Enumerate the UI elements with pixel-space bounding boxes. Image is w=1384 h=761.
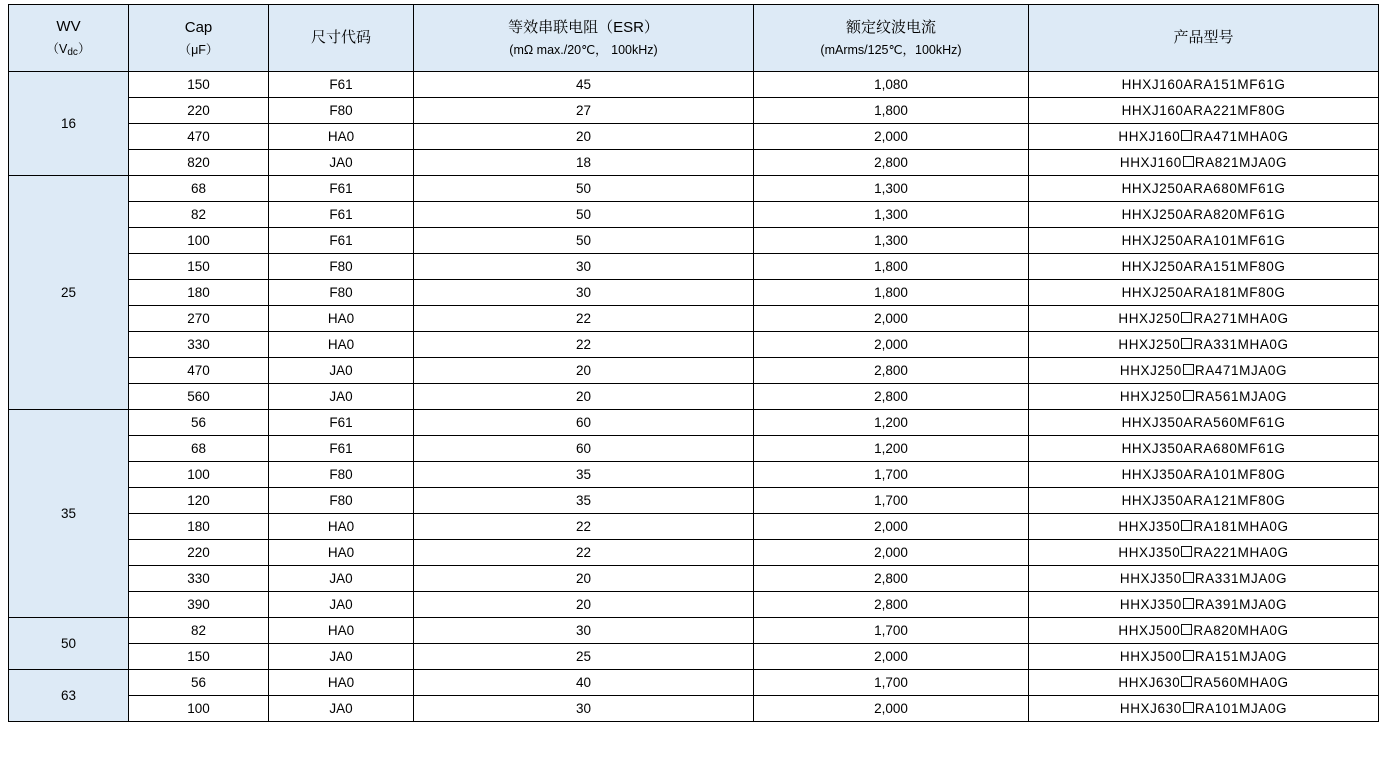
- cell-capacitance: 330: [129, 332, 269, 358]
- cell-working-voltage: 16: [9, 72, 129, 176]
- cell-size-code: F61: [269, 202, 414, 228]
- cell-esr: 50: [414, 176, 754, 202]
- table-head: [9, 5, 1379, 72]
- cell-working-voltage: 35: [9, 410, 129, 618]
- cell-capacitance: 150: [129, 254, 269, 280]
- cell-esr: 20: [414, 384, 754, 410]
- cap-main-label: Cap: [184, 18, 213, 36]
- cell-esr: 30: [414, 618, 754, 644]
- placeholder-box-icon: [1183, 390, 1194, 401]
- cell-ripple-current: 2,000: [754, 644, 1029, 670]
- cell-capacitance: 330: [129, 566, 269, 592]
- cell-size-code: JA0: [269, 644, 414, 670]
- cell-ripple-current: 1,080: [754, 72, 1029, 98]
- cell-ripple-current: 2,800: [754, 150, 1029, 176]
- part-number-prefix: HHXJ160: [1118, 129, 1181, 144]
- cell-esr: 20: [414, 358, 754, 384]
- placeholder-box-icon: [1183, 650, 1194, 661]
- cell-capacitance: 150: [129, 72, 269, 98]
- part-number-suffix: RA471MHA0G: [1193, 129, 1289, 144]
- cell-esr: 18: [414, 150, 754, 176]
- cell-part-number: [1029, 696, 1379, 722]
- part-number-prefix: HHXJ500: [1118, 623, 1181, 638]
- cell-size-code: F80: [269, 280, 414, 306]
- column-header-wv: [9, 5, 129, 72]
- cell-part-number: [1029, 228, 1379, 254]
- part-number-prefix: HHXJ350: [1119, 597, 1182, 612]
- cell-part-number: [1029, 514, 1379, 540]
- placeholder-box-icon: [1181, 624, 1192, 635]
- cell-esr: 27: [414, 98, 754, 124]
- cell-ripple-current: 2,000: [754, 696, 1029, 722]
- placeholder-box-icon: [1181, 520, 1192, 531]
- table-row: [9, 514, 1379, 540]
- cell-part-number: [1029, 618, 1379, 644]
- cell-esr: 40: [414, 670, 754, 696]
- cell-part-number: [1029, 150, 1379, 176]
- cell-ripple-current: 1,800: [754, 280, 1029, 306]
- cell-ripple-current: 2,000: [754, 306, 1029, 332]
- placeholder-box-icon: [1181, 676, 1192, 687]
- cell-part-number: [1029, 436, 1379, 462]
- header-row: [9, 5, 1379, 72]
- cell-size-code: F80: [269, 98, 414, 124]
- cell-ripple-current: 1,800: [754, 98, 1029, 124]
- cell-capacitance: 56: [129, 670, 269, 696]
- table-row: [9, 306, 1379, 332]
- cell-part-number: [1029, 592, 1379, 618]
- part-number-prefix: HHXJ250: [1118, 311, 1181, 326]
- part-number-prefix: HHXJ160ARA221MF80G: [1121, 103, 1286, 118]
- cell-esr: 50: [414, 228, 754, 254]
- specification-table: [8, 4, 1379, 722]
- table-row: [9, 670, 1379, 696]
- table-row: [9, 332, 1379, 358]
- cell-part-number: [1029, 644, 1379, 670]
- ripple-main-label: 额定纹波电流: [845, 18, 936, 36]
- part-number-prefix: HHXJ250ARA820MF61G: [1121, 207, 1286, 222]
- table-row: [9, 540, 1379, 566]
- part-number-suffix: RA151MJA0G: [1194, 649, 1288, 664]
- cell-size-code: JA0: [269, 384, 414, 410]
- cell-size-code: JA0: [269, 592, 414, 618]
- cell-capacitance: 180: [129, 514, 269, 540]
- part-number-prefix: HHXJ250ARA101MF61G: [1121, 233, 1286, 248]
- cell-size-code: JA0: [269, 358, 414, 384]
- ripple-condition-label: (mArms/125℃，100kHz): [820, 42, 962, 57]
- cell-part-number: [1029, 488, 1379, 514]
- size-code-label: 尺寸代码: [310, 28, 371, 46]
- cell-capacitance: 270: [129, 306, 269, 332]
- table-row: [9, 176, 1379, 202]
- placeholder-box-icon: [1183, 572, 1194, 583]
- part-number-prefix: HHXJ630: [1118, 675, 1181, 690]
- part-number-prefix: HHXJ630: [1119, 701, 1182, 716]
- part-number-suffix: RA391MJA0G: [1194, 597, 1288, 612]
- table-body: [9, 72, 1379, 722]
- cell-size-code: HA0: [269, 332, 414, 358]
- cell-ripple-current: 1,800: [754, 254, 1029, 280]
- cell-size-code: HA0: [269, 514, 414, 540]
- part-number-prefix: HHXJ250: [1118, 337, 1181, 352]
- part-number-prefix: HHXJ250ARA680MF61G: [1121, 181, 1286, 196]
- placeholder-box-icon: [1181, 546, 1192, 557]
- cell-esr: 20: [414, 566, 754, 592]
- cell-ripple-current: 1,200: [754, 410, 1029, 436]
- cell-size-code: HA0: [269, 670, 414, 696]
- cell-working-voltage: 63: [9, 670, 129, 722]
- cell-esr: 22: [414, 514, 754, 540]
- cell-esr: 22: [414, 540, 754, 566]
- cell-size-code: F80: [269, 254, 414, 280]
- table-row: [9, 98, 1379, 124]
- part-number-suffix: RA560MHA0G: [1193, 675, 1289, 690]
- cell-ripple-current: 2,000: [754, 332, 1029, 358]
- cell-ripple-current: 2,000: [754, 540, 1029, 566]
- part-number-prefix: HHXJ250: [1119, 389, 1182, 404]
- cell-part-number: [1029, 540, 1379, 566]
- table-row: [9, 280, 1379, 306]
- cell-esr: 30: [414, 280, 754, 306]
- cell-capacitance: 82: [129, 202, 269, 228]
- cell-capacitance: 220: [129, 540, 269, 566]
- table-row: [9, 618, 1379, 644]
- cell-capacitance: 56: [129, 410, 269, 436]
- cell-ripple-current: 2,800: [754, 358, 1029, 384]
- part-number-prefix: HHXJ350ARA121MF80G: [1121, 493, 1286, 508]
- part-number-prefix: HHXJ500: [1119, 649, 1182, 664]
- cell-size-code: HA0: [269, 540, 414, 566]
- table-row: [9, 150, 1379, 176]
- cell-ripple-current: 2,000: [754, 514, 1029, 540]
- cell-size-code: F61: [269, 410, 414, 436]
- cell-ripple-current: 1,700: [754, 670, 1029, 696]
- table-row: [9, 72, 1379, 98]
- cell-ripple-current: 1,300: [754, 176, 1029, 202]
- cell-part-number: [1029, 280, 1379, 306]
- cell-size-code: F80: [269, 488, 414, 514]
- cell-size-code: HA0: [269, 124, 414, 150]
- esr-condition-label: (mΩ max./20℃， 100kHz): [509, 42, 658, 57]
- placeholder-box-icon: [1181, 338, 1192, 349]
- cell-part-number: [1029, 124, 1379, 150]
- cell-part-number: [1029, 72, 1379, 98]
- part-number-label: 产品型号: [1173, 28, 1234, 46]
- column-header-part-number: [1029, 5, 1379, 72]
- cell-capacitance: 820: [129, 150, 269, 176]
- part-number-prefix: HHXJ250: [1119, 363, 1182, 378]
- cell-working-voltage: 50: [9, 618, 129, 670]
- cell-esr: 22: [414, 306, 754, 332]
- cell-capacitance: 68: [129, 176, 269, 202]
- table-row: [9, 202, 1379, 228]
- cell-esr: 20: [414, 124, 754, 150]
- cell-capacitance: 220: [129, 98, 269, 124]
- column-header-cap: [129, 5, 269, 72]
- cell-ripple-current: 2,800: [754, 384, 1029, 410]
- cell-size-code: JA0: [269, 696, 414, 722]
- cell-part-number: [1029, 332, 1379, 358]
- cell-size-code: F80: [269, 462, 414, 488]
- part-number-prefix: HHXJ160: [1119, 155, 1182, 170]
- cell-capacitance: 180: [129, 280, 269, 306]
- table-row: [9, 488, 1379, 514]
- cell-ripple-current: 2,800: [754, 566, 1029, 592]
- wv-unit-close: ）: [77, 41, 91, 56]
- cell-ripple-current: 1,700: [754, 618, 1029, 644]
- cell-esr: 60: [414, 436, 754, 462]
- part-number-suffix: RA331MHA0G: [1193, 337, 1289, 352]
- cell-part-number: [1029, 462, 1379, 488]
- part-number-suffix: RA181MHA0G: [1193, 519, 1289, 534]
- cell-esr: 30: [414, 254, 754, 280]
- cell-size-code: HA0: [269, 618, 414, 644]
- column-header-size-code: [269, 5, 414, 72]
- placeholder-box-icon: [1183, 598, 1194, 609]
- cell-part-number: [1029, 566, 1379, 592]
- table-row: [9, 124, 1379, 150]
- part-number-prefix: HHXJ250ARA181MF80G: [1121, 285, 1286, 300]
- cap-unit-label: （μF）: [178, 42, 219, 57]
- part-number-suffix: RA221MHA0G: [1193, 545, 1289, 560]
- wv-unit-subscript: dc: [67, 46, 78, 58]
- cell-esr: 30: [414, 696, 754, 722]
- cell-working-voltage: 25: [9, 176, 129, 410]
- part-number-prefix: HHXJ350ARA101MF80G: [1121, 467, 1286, 482]
- cell-capacitance: 390: [129, 592, 269, 618]
- column-header-esr: [414, 5, 754, 72]
- table-row: [9, 462, 1379, 488]
- table-row: [9, 254, 1379, 280]
- wv-unit-label: [13, 40, 124, 61]
- part-number-suffix: RA561MJA0G: [1194, 389, 1288, 404]
- cell-part-number: [1029, 98, 1379, 124]
- part-number-prefix: HHXJ350: [1118, 519, 1181, 534]
- part-number-suffix: RA331MJA0G: [1194, 571, 1288, 586]
- cell-esr: 20: [414, 592, 754, 618]
- placeholder-box-icon: [1181, 312, 1192, 323]
- cell-size-code: F61: [269, 176, 414, 202]
- cell-capacitance: 100: [129, 696, 269, 722]
- placeholder-box-icon: [1183, 702, 1194, 713]
- cell-part-number: [1029, 384, 1379, 410]
- table-row: [9, 228, 1379, 254]
- cell-capacitance: 120: [129, 488, 269, 514]
- wv-main-label: WV: [56, 17, 81, 35]
- part-number-prefix: HHXJ160ARA151MF61G: [1121, 77, 1286, 92]
- placeholder-box-icon: [1181, 130, 1192, 141]
- cell-ripple-current: 1,700: [754, 462, 1029, 488]
- placeholder-box-icon: [1183, 364, 1194, 375]
- cell-capacitance: 470: [129, 358, 269, 384]
- cell-size-code: JA0: [269, 150, 414, 176]
- table-row: [9, 358, 1379, 384]
- spec-sheet: [0, 4, 1384, 761]
- cell-part-number: [1029, 254, 1379, 280]
- table-row: [9, 410, 1379, 436]
- cell-capacitance: 470: [129, 124, 269, 150]
- part-number-prefix: HHXJ350ARA680MF61G: [1121, 441, 1286, 456]
- cell-capacitance: 100: [129, 228, 269, 254]
- part-number-suffix: RA820MHA0G: [1193, 623, 1289, 638]
- cell-esr: 25: [414, 644, 754, 670]
- cell-esr: 50: [414, 202, 754, 228]
- cell-ripple-current: 2,000: [754, 124, 1029, 150]
- cell-size-code: HA0: [269, 306, 414, 332]
- cell-ripple-current: 1,700: [754, 488, 1029, 514]
- cell-capacitance: 560: [129, 384, 269, 410]
- table-row: [9, 436, 1379, 462]
- placeholder-box-icon: [1183, 156, 1194, 167]
- part-number-prefix: HHXJ250ARA151MF80G: [1121, 259, 1286, 274]
- cell-esr: 45: [414, 72, 754, 98]
- table-row: [9, 384, 1379, 410]
- table-row: [9, 592, 1379, 618]
- cell-esr: 35: [414, 462, 754, 488]
- cell-size-code: F61: [269, 72, 414, 98]
- table-row: [9, 566, 1379, 592]
- cell-ripple-current: 1,300: [754, 228, 1029, 254]
- cell-ripple-current: 2,800: [754, 592, 1029, 618]
- cell-capacitance: 82: [129, 618, 269, 644]
- part-number-suffix: RA471MJA0G: [1194, 363, 1288, 378]
- cell-size-code: F61: [269, 228, 414, 254]
- part-number-prefix: HHXJ350ARA560MF61G: [1121, 415, 1286, 430]
- cell-part-number: [1029, 670, 1379, 696]
- part-number-suffix: RA821MJA0G: [1194, 155, 1288, 170]
- cell-part-number: [1029, 410, 1379, 436]
- cell-size-code: F61: [269, 436, 414, 462]
- cell-esr: 60: [414, 410, 754, 436]
- cell-ripple-current: 1,300: [754, 202, 1029, 228]
- cell-esr: 22: [414, 332, 754, 358]
- cell-part-number: [1029, 176, 1379, 202]
- cell-ripple-current: 1,200: [754, 436, 1029, 462]
- cell-capacitance: 100: [129, 462, 269, 488]
- part-number-prefix: HHXJ350: [1118, 545, 1181, 560]
- cell-esr: 35: [414, 488, 754, 514]
- wv-unit-open: （V: [46, 41, 68, 56]
- part-number-suffix: RA271MHA0G: [1193, 311, 1289, 326]
- cell-size-code: JA0: [269, 566, 414, 592]
- cell-capacitance: 150: [129, 644, 269, 670]
- table-row: [9, 644, 1379, 670]
- cell-part-number: [1029, 358, 1379, 384]
- cell-part-number: [1029, 202, 1379, 228]
- cell-capacitance: 68: [129, 436, 269, 462]
- column-header-ripple: [754, 5, 1029, 72]
- part-number-prefix: HHXJ350: [1119, 571, 1182, 586]
- part-number-suffix: RA101MJA0G: [1194, 701, 1288, 716]
- table-row: [9, 696, 1379, 722]
- cell-part-number: [1029, 306, 1379, 332]
- esr-main-label: 等效串联电阻（ESR）: [508, 18, 659, 36]
